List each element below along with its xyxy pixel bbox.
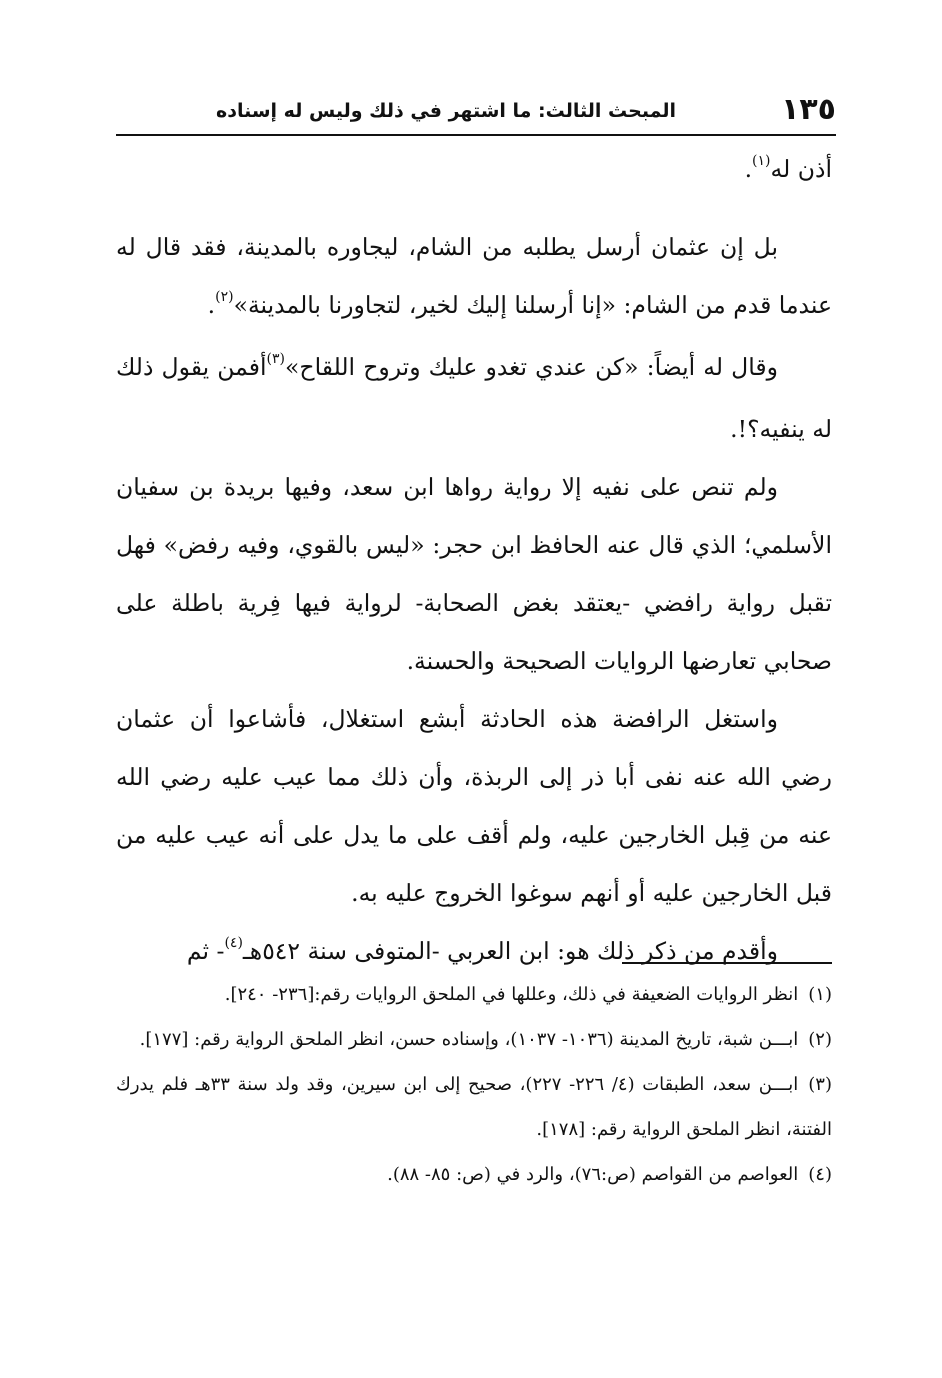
footnote-ref-3: (٣) [266, 351, 286, 367]
header-rule [116, 134, 836, 136]
footnote-text: العواصم من القواصم (ص:٧٦)، والرد في (ص: ٨٥- ٨٨). [387, 1164, 799, 1185]
footnote-text: ابـــن شبة، تاريخ المدينة (١٠٣٦- ١٠٣٧)، وإسناده حسن، انظر الملحق الرواية رقم: [١٧٧]. [139, 1029, 799, 1050]
footnote-ref-4: (٤) [224, 935, 243, 951]
footnote-number: (٣) [808, 1074, 832, 1095]
page-number: ١٣٥ [781, 92, 836, 127]
running-title: المبحث الثالث: ما اشتهر في ذلك وليس له إسناده [216, 100, 676, 122]
footnote-text: ابـــن سعد، الطبقات (٤/ ٢٢٦- ٢٢٧)، صحيح إلى ابن سيرين، وقد ولد سنة ٣٣هـ فلم يدرك الفتنة، انظر الملحق الرواية رقم: [١٧٨]. [116, 1074, 832, 1140]
paragraph-2: بل إن عثمان أرسل يطلبه من الشام، ليجاوره بالمدينة، فقد قال له عندما قدم من الشام: «إنا أرسلنا إليك لخير، لتجاورنا بالمدينة»$^{(٢)}$. [116, 233, 832, 319]
footnote-1 [116, 972, 832, 1017]
paragraph-3: وقال له أيضاً: «كن عندي تغدو عليك وتروح اللقاح»$^{(٣)}$أفمن يقول ذلك له ينفيه؟!. [116, 351, 832, 443]
footnote-3 [116, 1062, 832, 1152]
footnote-2 [116, 1017, 832, 1062]
footnote-ref-2: (٢) [215, 289, 234, 305]
footnote-number: (٤) [808, 1164, 832, 1185]
footnote-text: انظر الروايات الضعيفة في ذلك، وعللها في الملحق الروايات رقم:[٢٣٦- ٢٤٠]. [224, 984, 799, 1005]
paragraph-5: واستغل الرافضة هذه الحادثة أبشع استغلال، فأشاعوا أن عثمان رضي الله عنه نفى أبا ذر إلى الربذة، وأن ذلك مما عيب عليه رضي الله عنه من قِبل الخارجين عليه، ولم أقف على ما يدل على أنه عيب عليه من قبل الخارجين عليه أو أنهم سوغوا الخروج عليه به. [116, 705, 832, 907]
body-text [116, 140, 832, 984]
footnote-number: (٢) [808, 1029, 832, 1050]
paragraph-4: ولم تنص على نفيه إلا رواية رواها ابن سعد، وفيها بريدة بن سفيان الأسلمي؛ الذي قال عنه الحافظ ابن حجر: «ليس بالقوي، وفيه رفض» فهل تقبل رواية رافضي -يعتقد بغض الصحابة- لرواية فيها فِرية باطلة على صحابي تعارضها الروايات الصحيحة والحسنة. [116, 473, 832, 675]
footnotes [116, 972, 832, 1197]
paragraph-1: أذن له$^{(١)}$. [744, 153, 832, 183]
page-header [116, 92, 836, 132]
footnote-4 [116, 1152, 832, 1197]
paragraph-6: وأقدم من ذكر ذلك هو: ابن العربي -المتوفى سنة ٥٤٢هـ$^{(٤)}$- ثم [186, 935, 778, 965]
footnote-ref-1: (١) [752, 153, 771, 169]
footnote-number: (١) [808, 984, 832, 1005]
